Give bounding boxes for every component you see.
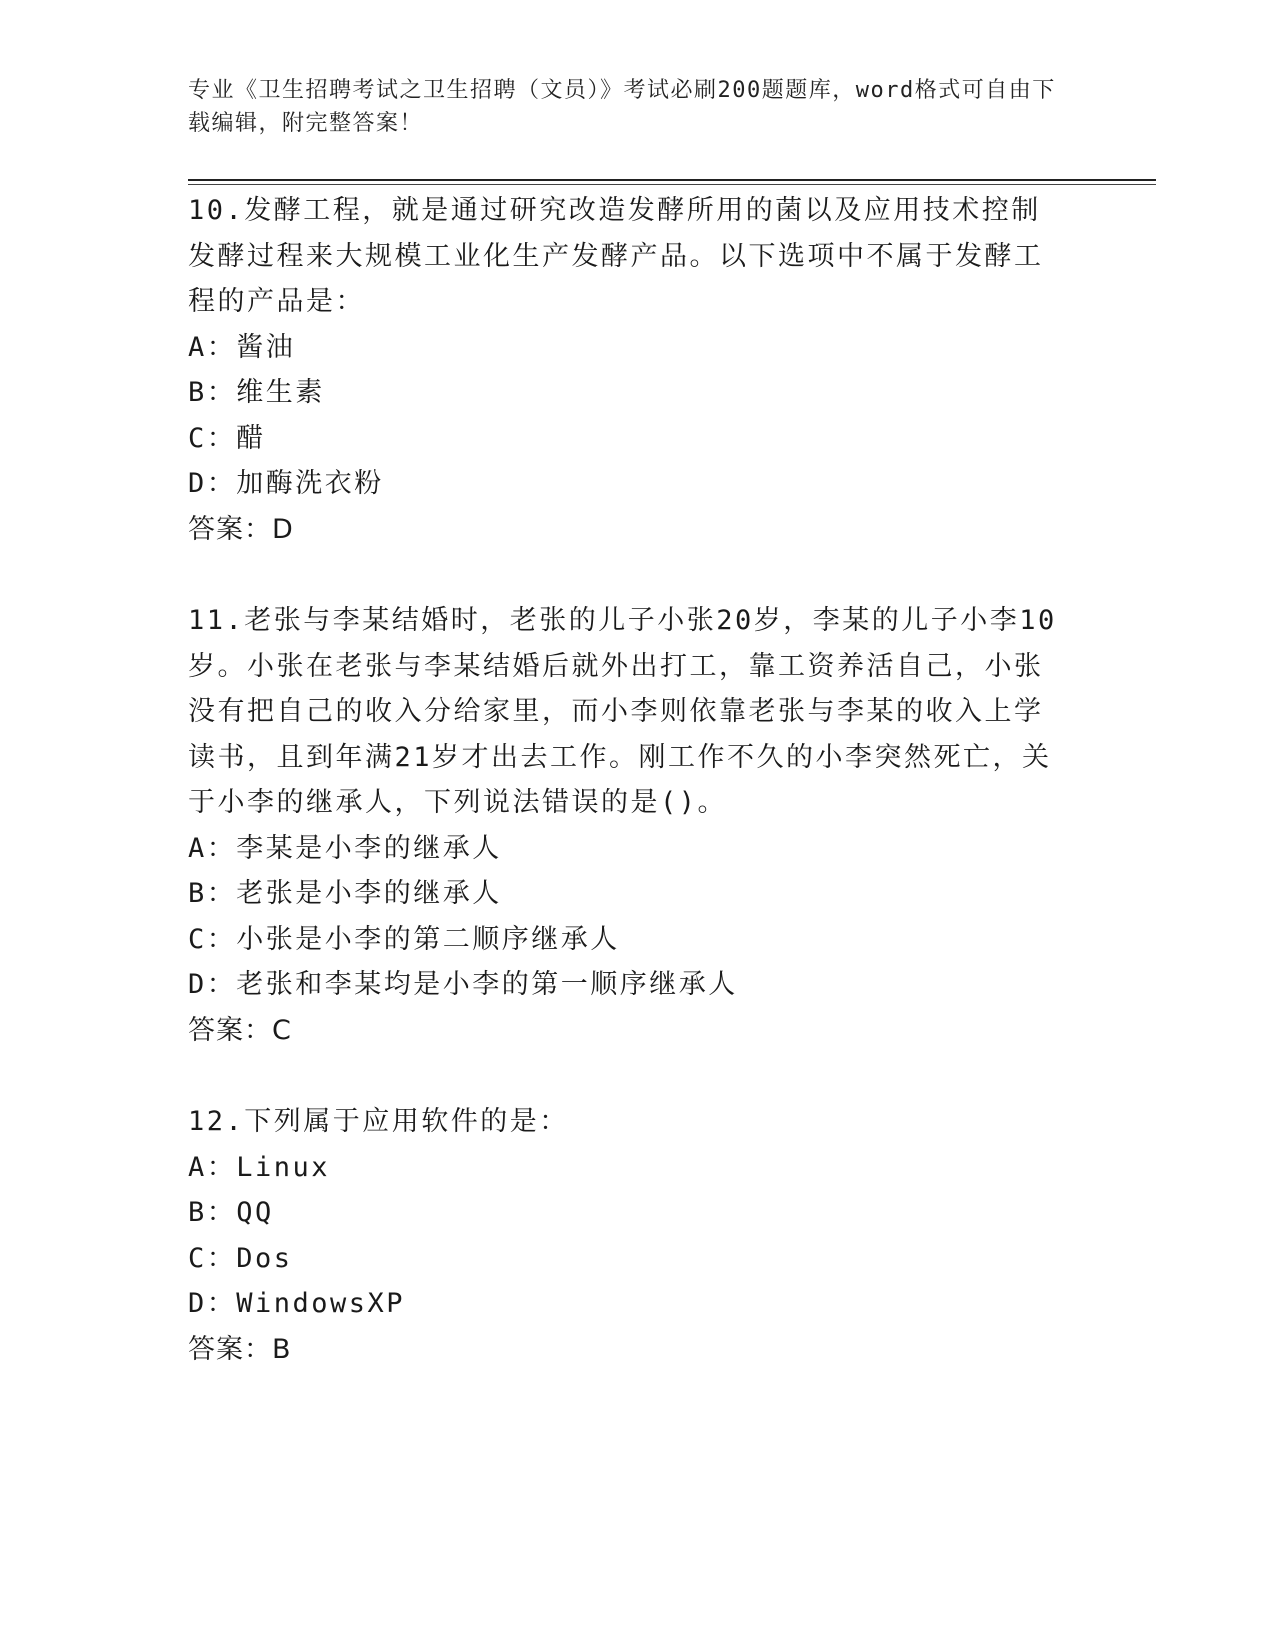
document-header: 专业《卫生招聘考试之卫生招聘（文员）》考试必刷200题题库，word格式可自由下载编辑，附完整答案！ (188, 78, 1056, 136)
option-c: C：醋 (188, 422, 266, 454)
answer-line: 答案：C (188, 1014, 292, 1046)
question-10 (188, 188, 1068, 552)
option-b: B：QQ (188, 1197, 274, 1228)
question-stem: 12.下列属于应用软件的是： (188, 1106, 569, 1137)
option-c: C：小张是小李的第二顺序继承人 (188, 923, 620, 955)
header-divider-thin (188, 184, 1156, 185)
answer-line: 答案：D (188, 513, 294, 545)
header-divider-thick (188, 179, 1156, 181)
option-c: C：Dos (188, 1242, 293, 1274)
option-a: A：Linux (188, 1151, 331, 1183)
question-stem: 10.发酵工程，就是通过研究改造发酵所用的菌以及应用技术控制发酵过程来大规模工业化生产发酵产品。以下选项中不属于发酵工程的产品是： (188, 195, 1044, 317)
option-b: B：老张是小李的继承人 (188, 878, 502, 909)
question-spacer (188, 552, 1068, 598)
question-12 (188, 1099, 1068, 1372)
option-a: A：酱油 (188, 331, 296, 363)
option-a: A：李某是小李的继承人 (188, 832, 502, 864)
option-d: D：老张和李某均是小李的第一顺序继承人 (188, 969, 738, 1000)
question-11 (188, 598, 1068, 1053)
question-spacer (188, 1053, 1068, 1099)
option-d: D：加酶洗衣粉 (188, 468, 384, 499)
question-list (188, 188, 1068, 1372)
option-b: B：维生素 (188, 377, 325, 408)
question-stem: 11.老张与李某结婚时，老张的儿子小张20岁，李某的儿子小李10岁。小张在老张与李某结婚后就外出打工，靠工资养活自己，小张没有把自己的收入分给家里，而小李则依靠老张与李某的收入上学读书，且到年满21岁才出去工作。刚工作不久的小李突然死亡，关于小李的继承人，下列说法错误的是()。 (188, 605, 1057, 818)
answer-line: 答案：B (188, 1333, 292, 1365)
option-d: D：WindowsXP (188, 1288, 406, 1319)
